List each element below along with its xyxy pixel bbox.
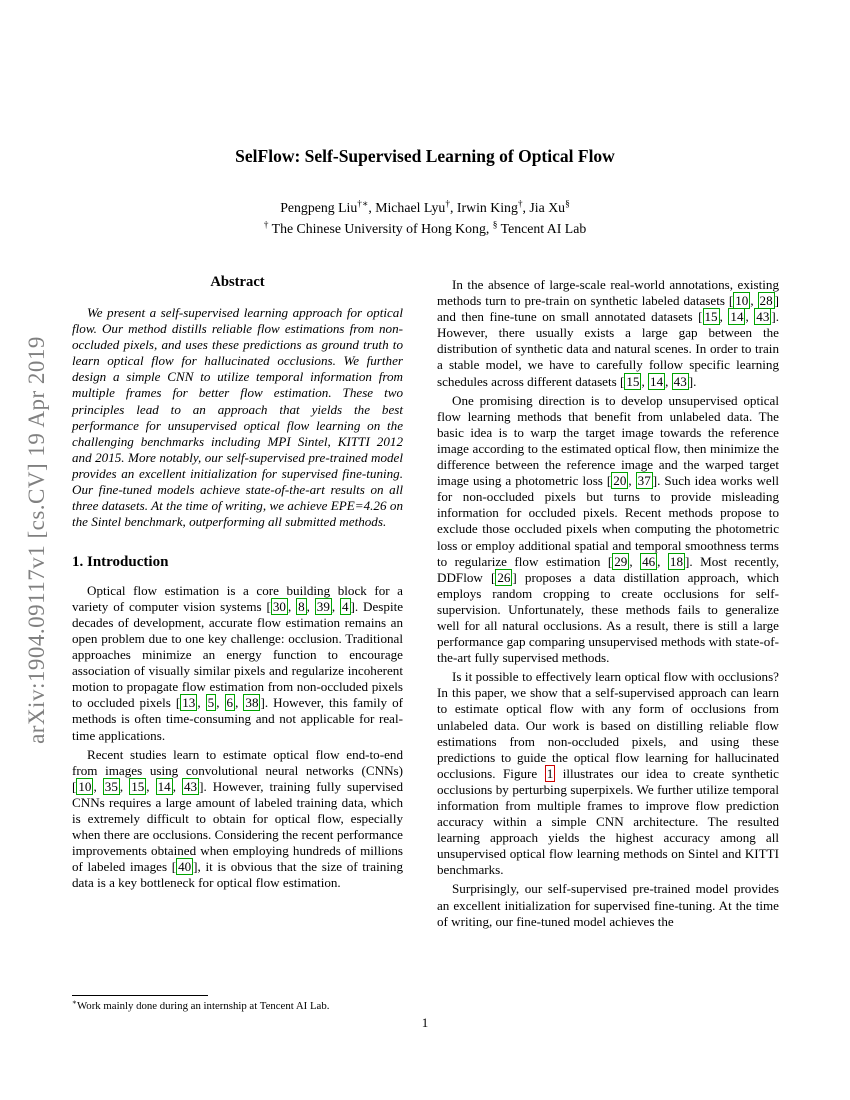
- citation-link[interactable]: 15: [626, 373, 640, 389]
- paragraph: One promising direction is to develop unsupervised optical flow learning methods that benefit from unlabeled data. The basic idea is to warp the target image towards the reference image according to the estimated optical flow, then minimize the difference between the reference image and the warped target image using a photometric loss [ 20 , 37 ]. Such idea works well for non-occluded pixels but turns to provide misleading information for occluded pixels. Recent methods propose to exclude those occluded pixels when computing the photometric loss or employ additional spatial and temporal smoothness terms to regularize flow estimation [ 29 , 46 , 18 ]. Most recently, DDFlow [ 26 ] proposes a data distillation approach, which employs random cropping to create occlusions for self-supervision. Unfortunately, these methods fails to generalize well for all natural occlusions. As a result, there is still a large performance gap comparing unsupervised methods with state-of-the-art fully supervised methods.: [437, 392, 780, 666]
- footnote-block: [72, 995, 403, 1013]
- affiliation-line: † The Chinese University of Hong Kong, § Tencent AI Lab: [263, 220, 587, 236]
- citation-link[interactable]: 29: [614, 553, 628, 569]
- citation-link[interactable]: 26: [497, 569, 511, 585]
- citation-link[interactable]: 37: [637, 473, 651, 489]
- right-column-paragraphs: [437, 277, 779, 930]
- citation-link[interactable]: 5: [207, 695, 215, 711]
- paragraph: In the absence of large-scale real-world annotations, existing methods turn to pre-train on synthetic labeled datasets [ 10 , 28 ] and then fine-tune on small annotated datasets [ 15 , 14 , 43 ]. However, there usually exists a large gap between the distribution of synthetic data and natural scenes. In order to train a stable model, we have to carefully follow specific learning schedules across different datasets [ 15 , 14 , 43 ].: [437, 277, 780, 389]
- citation-link[interactable]: 6: [226, 695, 234, 711]
- abstract-text: We present a self-supervised learning approach for optical flow. Our method distills reliable flow estimations from non-occluded pixels, and uses these predictions as ground truth to learn optical flow for hallucinated occlusions. We further design a simple CNN to utilize temporal information from multiple frames for better flow estimation. These two principles lead to an approach that yields the best performance for unsupervised optical flow learning on the challenging benchmarks including MPI Sintel, KITTI 2012 and 2015. More notably, our self-supervised pre-trained model provides an excellent initialization for supervised fine-tuning. Our fine-tuned models achieve state-of-the-art results on all three datasets. At the time of writing, we achieve EPE=4.26 on the Sintel benchmark, outperforming all submitted methods.: [72, 304, 403, 530]
- paper-title: SelFlow: Self-Supervised Learning of Optical Flow: [235, 146, 615, 166]
- figure-ref-link[interactable]: 1: [546, 765, 554, 781]
- citation-link[interactable]: 14: [157, 778, 171, 794]
- citation-link[interactable]: 13: [182, 695, 196, 711]
- citation-link[interactable]: 15: [704, 309, 718, 325]
- abstract-heading: Abstract: [210, 274, 265, 290]
- paragraph: Optical flow estimation is a core building block for a variety of computer vision systems [ 30 , 8 , 39 , 4 ]. Despite decades of development, accurate flow estimation remains an open problem due to one key challenge: occlusion. Traditional approaches minimize an energy function to encourage association of visually similar pixels and regularize incoherent motion to propagate flow estimation from non-occluded pixels to occluded pixels [ 13 , 5 , 6 , 38 ]. However, this family of methods is often time-consuming and not applicable for real-time applications.: [72, 582, 404, 743]
- citation-link[interactable]: 43: [756, 309, 770, 325]
- citation-link[interactable]: 15: [131, 778, 145, 794]
- citation-link[interactable]: 38: [245, 695, 259, 711]
- paragraph: Surprisingly, our self-supervised pre-trained model provides an excellent initialization for supervised fine-tuning. At the time of writing, our fine-tuned model achieves the: [437, 881, 779, 929]
- left-column: [72, 274, 403, 894]
- section-heading-introduction: 1. Introduction: [72, 554, 169, 571]
- page-number: 1: [421, 1015, 429, 1030]
- citation-link[interactable]: 10: [735, 293, 749, 309]
- right-column: [437, 277, 779, 933]
- paragraph: Is it possible to effectively learn optical flow with occlusions? In this paper, we show that a self-supervised approach can learn to estimate optical flow with any form of occlusions from unlabeled data. Our work is based on distilling reliable flow estimations from non-occluded pixels, and using these predictions to guide the optical flow learning for hallucinated occlusions. Figure 1 illustrates our idea to create synthetic occlusions by perturbing superpixels. We further utilize temporal information from multiple frames to improve flow prediction accuracy within a simple CNN architecture. The resulted learning approach yields the highest accuracy among all unsupervised optical flow learning methods on Sintel and KITTI benchmarks.: [437, 669, 779, 878]
- citation-link[interactable]: 30: [272, 598, 286, 614]
- citation-link[interactable]: 20: [613, 473, 627, 489]
- footnote-rule: [72, 995, 208, 996]
- introduction-paragraphs: [72, 583, 403, 892]
- citation-link[interactable]: 18: [669, 553, 683, 569]
- citation-link[interactable]: 10: [78, 778, 92, 794]
- author-line: Pengpeng Liu†∗, Michael Lyu†, Irwin King†, Jia Xu§: [280, 199, 570, 215]
- citation-link[interactable]: 39: [316, 598, 330, 614]
- citation-link[interactable]: 46: [642, 553, 656, 569]
- citation-link[interactable]: 14: [730, 309, 744, 325]
- footnote-text: ∗Work mainly done during an internship at Tencent AI Lab.: [72, 997, 330, 1012]
- citation-link[interactable]: 14: [650, 373, 664, 389]
- paragraph: Recent studies learn to estimate optical flow end-to-end from images using convolutional neural networks (CNNs) [ 10 , 35 , 15 , 14 , 43 ]. However, training fully supervised CNNs requires a large amount of labeled training data, which is extremely difficult to obtain for optical flow, especially when there are occlusions. Considering the recent performance improvements obtained when employing hundreds of millions of labeled images [ 40 ], it is obvious that the size of training data is a key bottleneck for optical flow estimation.: [72, 746, 404, 891]
- citation-link[interactable]: 4: [342, 598, 349, 614]
- citation-link[interactable]: 43: [673, 373, 687, 389]
- citation-link[interactable]: 35: [104, 778, 118, 794]
- citation-link[interactable]: 28: [759, 293, 773, 309]
- arxiv-watermark: arXiv:1904.09117v1 [cs.CV] 19 Apr 2019: [24, 336, 49, 744]
- citation-link[interactable]: 43: [184, 778, 198, 794]
- citation-link[interactable]: 8: [298, 598, 305, 614]
- citation-link[interactable]: 40: [178, 859, 192, 875]
